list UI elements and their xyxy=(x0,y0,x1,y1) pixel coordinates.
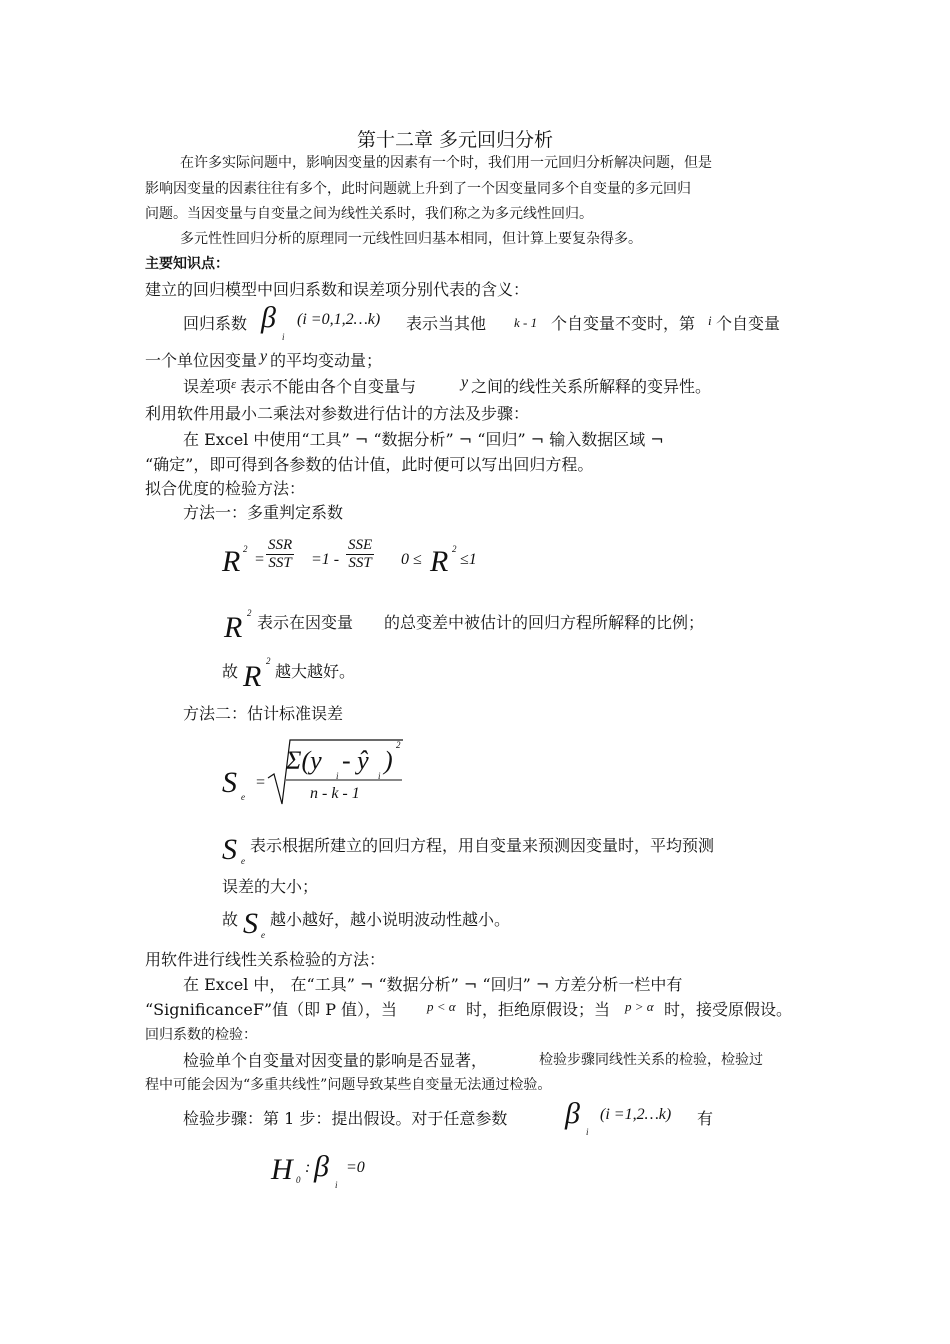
p-less-alpha: p < α xyxy=(427,999,456,1014)
coef-test-line-1b: 检验步骤同线性关系的检验，检验过 xyxy=(539,1052,763,1068)
coef-prefix: 回归系数 xyxy=(183,314,248,333)
test-step-1: 检验步骤：第 1 步：提出假设。对于任意参数 xyxy=(183,1109,508,1128)
square-superscript: 2 xyxy=(396,740,401,750)
s-symbol: S xyxy=(222,766,237,799)
r-symbol-4: R xyxy=(243,660,262,693)
y-symbol: y xyxy=(260,348,268,365)
equals-sign-2: = xyxy=(255,774,266,791)
section-heading-software: 利用软件用最小二乘法对参数进行估计的方法及步骤： xyxy=(145,404,530,423)
yi-subscript: i xyxy=(336,771,339,781)
r-symbol-2: R xyxy=(430,545,449,578)
k-minus-1: k - 1 xyxy=(514,315,538,330)
se-desc-1: 表示根据所建立的回归方程，用自变量来预测因变量时，平均预测 xyxy=(250,836,715,855)
intro-line-1: 在许多实际问题中，影响因变量的因素有一个时，我们用一元回归分析解决问题，但是 xyxy=(180,155,712,171)
intro-paragraph-2: 多元性性回归分析的原理同一元线性回归基本相同，但计算上要复杂得多。 xyxy=(180,231,642,247)
i-symbol: i xyxy=(708,313,712,328)
index-range: (i =0,1,2…k) xyxy=(297,311,381,328)
ssr-over-sst xyxy=(266,537,294,572)
error-term-c: 之间的线性关系所解释的变异性。 xyxy=(471,377,712,396)
r2-desc-a: 表示在因变量 xyxy=(257,613,354,632)
minus-yhat: - ŷ xyxy=(342,746,369,775)
section-heading-coefficients: 建立的回归模型中回归系数和误差项分别代表的含义： xyxy=(145,280,530,299)
beta-symbol-2: β xyxy=(565,1097,580,1130)
intro-line-2: 影响因变量的因素往往有多个，此时问题就上升到了一个因变量同多个自变量的多元回归 xyxy=(145,181,691,197)
sst-denominator-2: SST xyxy=(348,555,372,571)
therefore-2: 故 xyxy=(222,910,239,929)
page-title: 第十二章 多元回归分析 xyxy=(357,129,554,151)
coef-test-line-2: 程中可能会因为“多重共线性”问题导致某些自变量无法通过检验。 xyxy=(145,1077,552,1093)
r2-better: 越大越好。 xyxy=(275,662,356,681)
colon-symbol: : xyxy=(305,1159,311,1176)
key-points-heading: 主要知识点： xyxy=(145,256,229,272)
error-term-b: 表示不能由各个自变量与 xyxy=(240,377,417,396)
therefore-1: 故 xyxy=(222,662,239,681)
sigma-expression: Σ(y xyxy=(286,746,322,775)
ssr-numerator: SSR xyxy=(268,537,293,553)
error-term-a: 误差项 xyxy=(183,377,232,396)
yhat-subscript: i xyxy=(378,771,381,781)
linear-test-line-2c: 时，接受原假设。 xyxy=(664,1000,793,1019)
s-subscript-3: e xyxy=(261,930,265,940)
beta-subscript: i xyxy=(282,332,285,342)
sse-numerator: SSE xyxy=(348,537,373,553)
method-1: 方法一：多重判定系数 xyxy=(183,503,344,522)
r-superscript-3: 2 xyxy=(247,608,252,618)
equals-zero: =0 xyxy=(346,1159,365,1176)
s-symbol-2: S xyxy=(222,833,237,866)
coef-mid: 表示当其他 xyxy=(406,314,487,333)
linear-test-line-1: 在 Excel 中， 在“工具” ¬ “数据分析” ¬ “回归” ¬ 方差分析一栏中有 xyxy=(183,975,683,994)
h-symbol: H xyxy=(271,1153,293,1186)
coef-line-2a: 一个单位因变量 xyxy=(145,351,258,370)
section-heading-coef-test: 回归系数的检验： xyxy=(145,1027,257,1043)
beta-symbol-3: β xyxy=(314,1150,329,1183)
epsilon-symbol: ε xyxy=(231,376,237,391)
s-subscript-2: e xyxy=(241,856,245,866)
y-symbol-2: y xyxy=(461,374,469,391)
coef-end: 个自变量 xyxy=(716,314,781,333)
range-upper: ≤1 xyxy=(460,551,477,568)
method-2: 方法二：估计标准误差 xyxy=(183,704,344,723)
coef-line-2b: 的平均变动量； xyxy=(270,351,383,370)
r-superscript-4: 2 xyxy=(266,656,271,666)
s-subscript: e xyxy=(241,792,245,802)
se-better: 越小越好，越小说明波动性越小。 xyxy=(270,910,511,929)
sse-over-sst xyxy=(346,537,374,572)
beta-symbol: β xyxy=(261,301,276,334)
test-step-1b: 有 xyxy=(697,1109,714,1128)
intro-line-3: 问题。当因变量与自变量之间为线性关系时，我们称之为多元线性回归。 xyxy=(145,206,593,222)
beta-subscript-3: i xyxy=(335,1180,338,1190)
r2-desc-b: 的总变差中被估计的回归方程所解释的比例； xyxy=(384,613,705,632)
r-superscript: 2 xyxy=(243,544,248,554)
software-line-1: 在 Excel 中使用“工具” ¬ “数据分析” ¬ “回归” ¬ 输入数据区域 ¬ xyxy=(183,430,664,449)
linear-test-line-2a: “SignificanceF”值（即 P 值），当 xyxy=(145,1000,398,1019)
coef-test-line-1a: 检验单个自变量对因变量的影响是否显著， xyxy=(183,1051,488,1070)
step-range: (i =1,2…k) xyxy=(600,1106,672,1123)
p-greater-alpha: p > α xyxy=(625,999,654,1014)
range-lower: 0 ≤ xyxy=(401,551,422,568)
r-symbol-3: R xyxy=(224,611,243,644)
one-minus: =1 - xyxy=(311,551,340,568)
se-desc-2: 误差的大小； xyxy=(222,877,319,896)
equals-sign: = xyxy=(254,551,265,568)
h-subscript: 0 xyxy=(296,1175,301,1185)
se-denominator: n - k - 1 xyxy=(310,785,360,802)
s-symbol-3: S xyxy=(243,907,258,940)
r-symbol: R xyxy=(222,545,241,578)
coef-suffix: 个自变量不变时，第 xyxy=(551,314,696,333)
r-superscript-2: 2 xyxy=(452,544,457,554)
section-heading-fit: 拟合优度的检验方法： xyxy=(145,479,306,498)
beta-subscript-2: i xyxy=(586,1127,589,1137)
section-heading-linear-test: 用软件进行线性关系检验的方法： xyxy=(145,950,386,969)
software-line-2: “确定”，即可得到各参数的估计值，此时便可以写出回归方程。 xyxy=(145,455,594,474)
linear-test-line-2b: 时，拒绝原假设；当 xyxy=(466,1000,611,1019)
close-paren: ) xyxy=(384,746,393,775)
sst-denominator: SST xyxy=(268,555,292,571)
